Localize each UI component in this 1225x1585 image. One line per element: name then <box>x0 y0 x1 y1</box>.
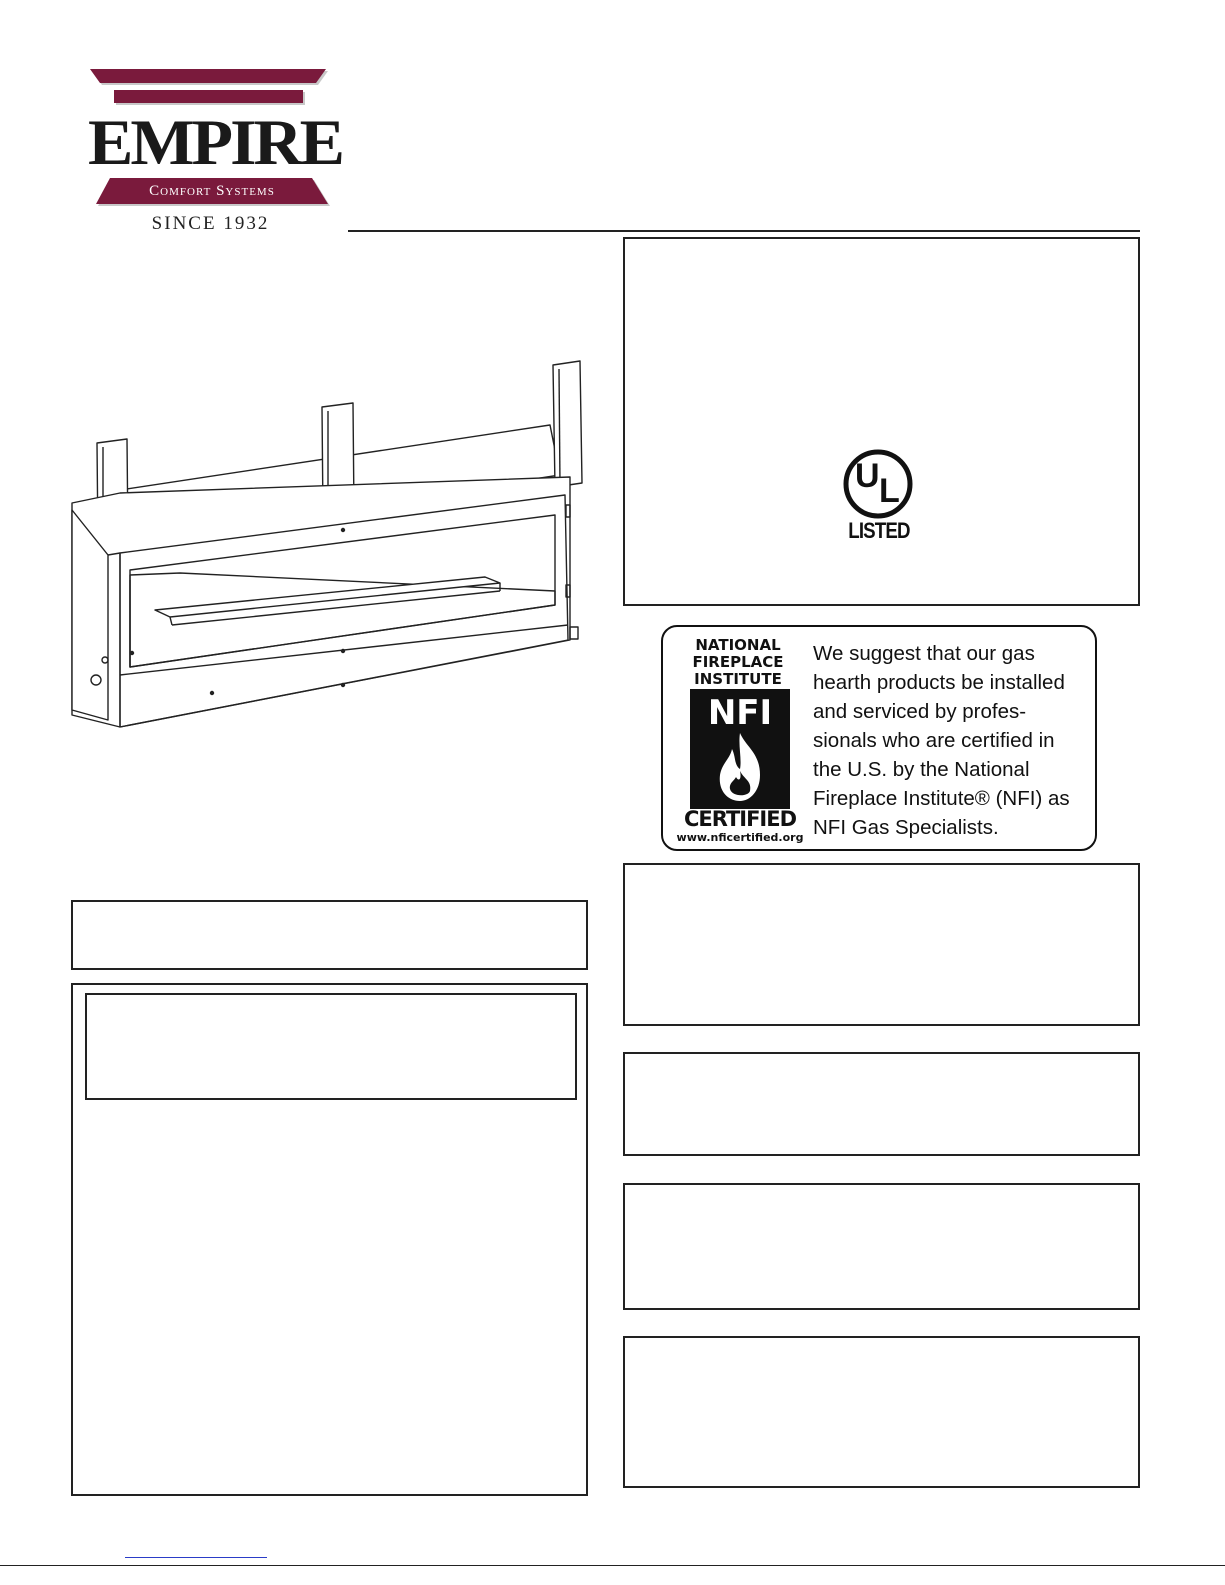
nfi-line-4: sionals who are certified in <box>813 729 1055 752</box>
right-notice-box-1 <box>623 863 1140 1026</box>
nfi-org-name <box>673 637 803 688</box>
left-notice-box-large <box>71 983 588 1496</box>
left-notice-box-small <box>71 900 588 970</box>
right-notice-box-2 <box>623 1052 1140 1156</box>
nfi-line-1: We suggest that our gas <box>813 642 1035 665</box>
right-notice-box-3 <box>623 1183 1140 1310</box>
ul-listed-label: LISTED <box>848 518 910 543</box>
flame-icon <box>712 731 768 803</box>
empire-logo <box>88 68 342 240</box>
header-rule <box>348 230 1140 232</box>
nfi-line-7: NFI Gas Specialists. <box>813 816 999 839</box>
nfi-certified-label: CERTIFIED <box>683 807 797 831</box>
nfi-certification-panel <box>661 625 1097 851</box>
nfi-line-5: the U.S. by the National <box>813 758 1030 781</box>
ul-letter-u: U <box>855 457 880 495</box>
logo-tagline: Comfort Systems <box>149 183 275 199</box>
nfi-org-line2: FIREPLACE <box>692 653 784 671</box>
ul-letter-l: L <box>879 472 900 510</box>
ul-listed-mark <box>843 449 913 545</box>
left-inner-notice-box <box>85 993 577 1100</box>
nfi-description <box>813 639 1093 842</box>
nfi-org-line1: NATIONAL <box>695 636 781 654</box>
nfi-org-line3: INSTITUTE <box>694 670 782 688</box>
right-notice-box-4 <box>623 1336 1140 1488</box>
nfi-line-6: Fireplace Institute® (NFI) as <box>813 787 1070 810</box>
footer-link-underline[interactable] <box>125 1557 267 1558</box>
nfi-line-3: and serviced by profes- <box>813 700 1027 723</box>
logo-brand: EMPIRE <box>88 105 342 179</box>
fireplace-illustration <box>60 355 600 745</box>
nfi-url: www.nficertified.org <box>676 831 804 844</box>
nfi-badge-label: NFI <box>707 693 773 733</box>
fireplace-insert-icon <box>60 355 600 745</box>
right-certification-box <box>623 237 1140 606</box>
logo-since: SINCE 1932 <box>151 213 270 234</box>
nfi-badge <box>690 689 790 809</box>
footer-rule <box>0 1565 1225 1566</box>
nfi-line-2: hearth products be installed <box>813 671 1065 694</box>
